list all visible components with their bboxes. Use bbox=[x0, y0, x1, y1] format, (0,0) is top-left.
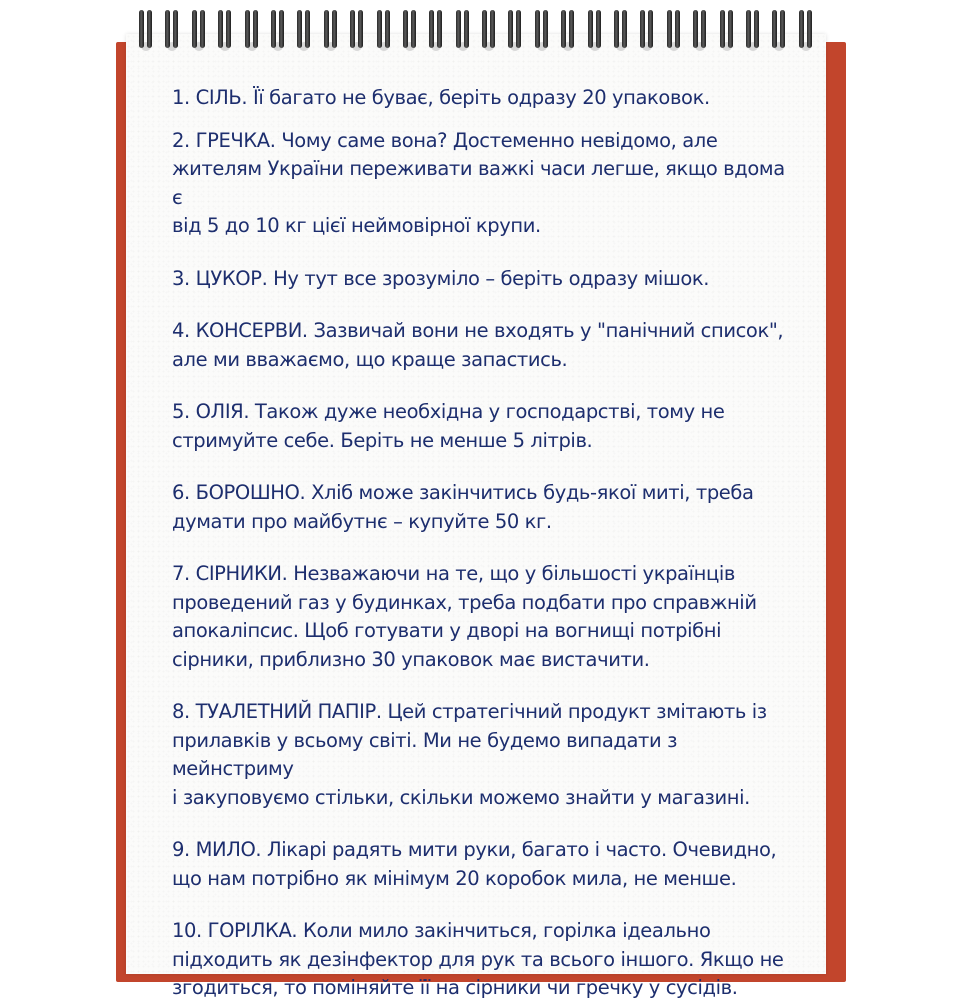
list-item-line: 8. ТУАЛЕТНИЙ ПАПІР. Цей стратегічний продукт змітають із bbox=[172, 700, 767, 723]
list-item-line: стримуйте себе. Беріть не менше 5 літрів. bbox=[172, 428, 593, 452]
list-item-line: 7. СІРНИКИ. Незважаючи на те, що у більшості українців bbox=[172, 562, 735, 585]
list-item-flour bbox=[172, 479, 792, 536]
list-item-line: сірники, приблизно 30 упаковок має вистачити. bbox=[172, 647, 650, 671]
list-item-line: прилавків у всьому світі. Ми не будемо випадати з мейнстриму bbox=[172, 728, 678, 780]
spiral-coil bbox=[637, 8, 657, 54]
list-item-line: але ми вважаємо, що краще запастись. bbox=[172, 347, 568, 371]
spiral-coil bbox=[374, 8, 394, 54]
list-item-line: проведений газ у будинках, треба подбати про справжній bbox=[172, 590, 757, 614]
spiral-binding bbox=[136, 8, 816, 54]
list-item-soap bbox=[172, 836, 792, 893]
spiral-coil bbox=[268, 8, 288, 54]
spiral-coil bbox=[479, 8, 499, 54]
spiral-coil bbox=[136, 8, 156, 54]
list-item-line: 2. ГРЕЧКА. Чому саме вона? Достеменно невідомо, але bbox=[172, 128, 718, 152]
spiral-coil bbox=[558, 8, 578, 54]
list-item-oil bbox=[172, 398, 792, 455]
list-item-line: 5. ОЛІЯ. Також дуже необхідна у господарстві, тому не bbox=[172, 400, 725, 423]
spiral-coil bbox=[717, 8, 737, 54]
list-item-line: від 5 до 10 кг цієї неймовірної крупи. bbox=[172, 214, 541, 237]
list-item-line: 6. БОРОШНО. Хліб може закінчитись будь-якої миті, треба bbox=[172, 481, 754, 504]
list-item-line: думати про майбутнє – купуйте 50 кг. bbox=[172, 509, 552, 533]
spiral-coil bbox=[321, 8, 341, 54]
spiral-coil bbox=[347, 8, 367, 54]
spiral-coil bbox=[532, 8, 552, 54]
list-item-line: і закуповуємо стільки, скільки можемо знайти у магазині. bbox=[172, 785, 750, 809]
list-item-canned-food bbox=[172, 317, 792, 374]
spiral-coil bbox=[242, 8, 262, 54]
list-item-line: апокаліпсис. Щоб готувати у дворі на вогнищі потрібні bbox=[172, 619, 722, 642]
list-item-line: підходить як дезінфектор для рук та всього іншого. Якщо не bbox=[172, 947, 784, 971]
spiral-coil bbox=[453, 8, 473, 54]
list-item-line: 1. СІЛЬ. Її багато не буває, беріть одразу 20 упаковок. bbox=[172, 86, 710, 109]
spiral-coil bbox=[426, 8, 446, 54]
list-item-line: 4. КОНСЕРВИ. Зазвичай вони не входять у "панічний список", bbox=[172, 319, 784, 342]
shopping-list bbox=[172, 84, 792, 1003]
list-item-sugar bbox=[172, 265, 792, 294]
list-item-line: 3. ЦУКОР. Ну тут все зрозуміло – беріть одразу мішок. bbox=[172, 266, 710, 290]
list-item-salt bbox=[172, 84, 792, 113]
list-item-line: жителям України переживати важкі часи легше, якщо вдома є bbox=[172, 157, 785, 209]
spiral-coil bbox=[189, 8, 209, 54]
list-item-matches bbox=[172, 560, 792, 674]
spiral-coil bbox=[585, 8, 605, 54]
spiral-coil bbox=[664, 8, 684, 54]
list-item-vodka bbox=[172, 917, 792, 1003]
list-item-line: згодиться, то поміняйте її на сірники чи гречку у сусідів. bbox=[172, 976, 738, 999]
spiral-coil bbox=[769, 8, 789, 54]
spiral-coil bbox=[796, 8, 816, 54]
spiral-coil bbox=[743, 8, 763, 54]
list-item-toilet-paper bbox=[172, 698, 792, 812]
spiral-coil bbox=[505, 8, 525, 54]
spiral-coil bbox=[611, 8, 631, 54]
spiral-coil bbox=[294, 8, 314, 54]
list-item-line: 9. МИЛО. Лікарі радять мити руки, багато і часто. Очевидно, bbox=[172, 838, 777, 861]
list-item-line: 10. ГОРІЛКА. Коли мило закінчиться, горілка ідеально bbox=[172, 919, 711, 942]
spiral-coil bbox=[400, 8, 420, 54]
spiral-coil bbox=[215, 8, 235, 54]
list-item-buckwheat bbox=[172, 127, 792, 241]
list-item-line: що нам потрібно як мінімум 20 коробок мила, не менше. bbox=[172, 866, 737, 890]
spiral-coil bbox=[690, 8, 710, 54]
spiral-coil bbox=[162, 8, 182, 54]
